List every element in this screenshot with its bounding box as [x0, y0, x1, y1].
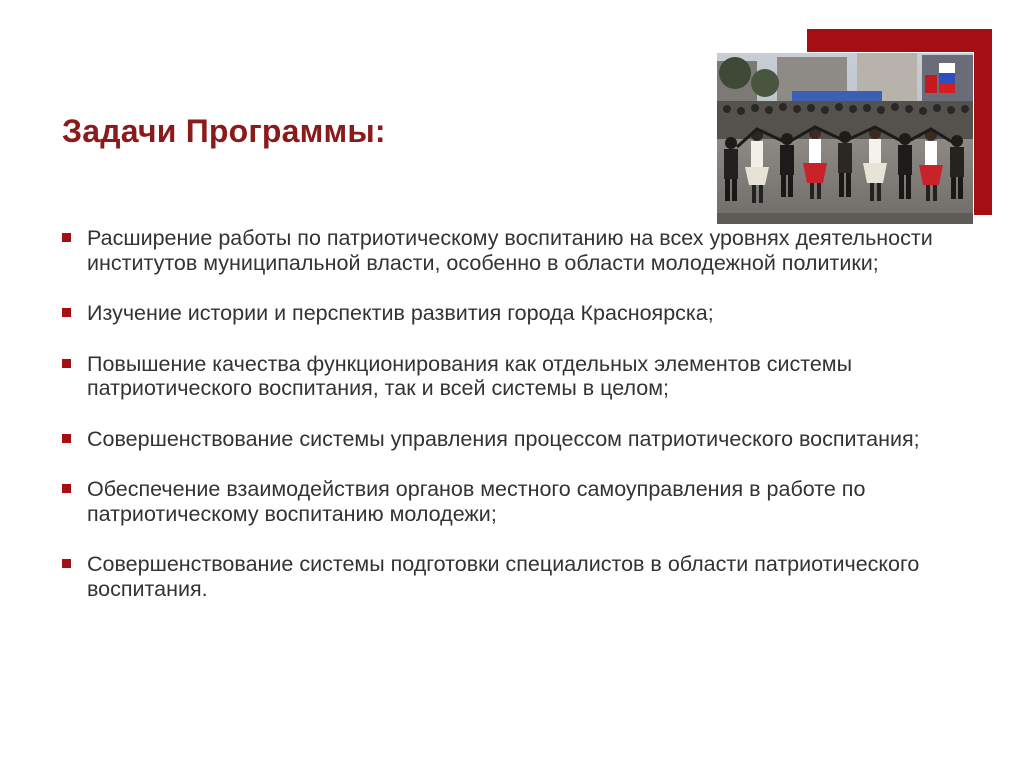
list-item-text: Совершенствование системы подготовки специалистов в области патриотического воспитания. [87, 552, 920, 601]
list-item-text: Обеспечение взаимодействия органов местного самоуправления в работе по патриотическому воспитанию молодежи; [87, 477, 866, 526]
square-bullet-icon [62, 308, 71, 317]
list-item-text: Расширение работы по патриотическому воспитанию на всех уровнях деятельности институтов муниципальной власти, особенно в области молодежной политики; [87, 226, 933, 275]
list-item-text: Повышение качества функционирования как отдельных элементов системы патриотического воспитания, так и всей системы в целом; [87, 351, 853, 400]
list-item [62, 301, 942, 326]
list-item [62, 477, 942, 526]
list-item-text: Совершенствование системы управления процессом патриотического воспитания; [87, 426, 920, 451]
list-item [62, 427, 942, 452]
list-item [62, 552, 942, 601]
list-item-text: Изучение истории и перспектив развития города Красноярска; [87, 301, 714, 325]
square-bullet-icon [62, 233, 71, 242]
page-title: Задачи Программы: [62, 113, 386, 149]
task-list [62, 226, 942, 627]
square-bullet-icon [62, 559, 71, 568]
folk-dance-photo [716, 52, 974, 225]
square-bullet-icon [62, 484, 71, 493]
square-bullet-icon [62, 434, 71, 443]
square-bullet-icon [62, 359, 71, 368]
list-item [62, 226, 942, 275]
list-item [62, 352, 942, 401]
